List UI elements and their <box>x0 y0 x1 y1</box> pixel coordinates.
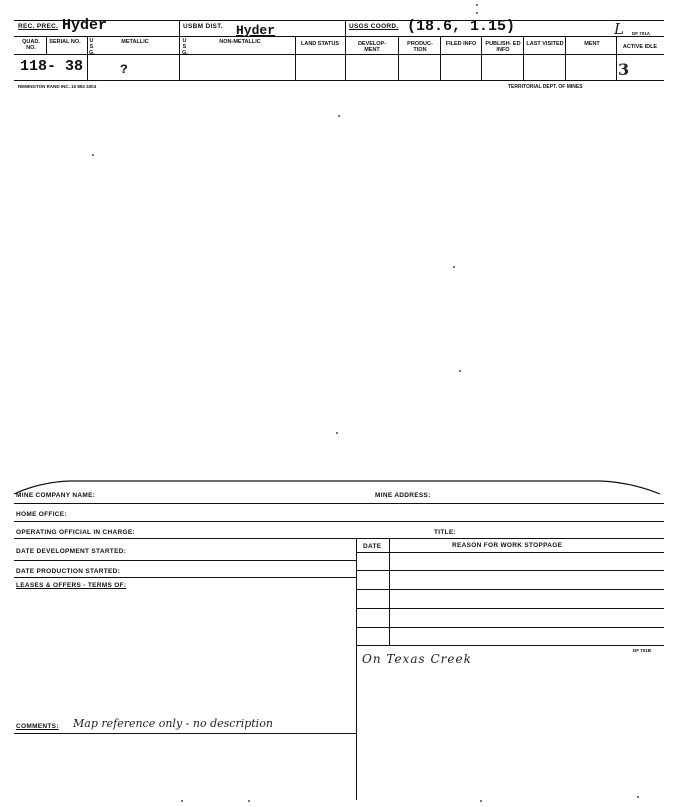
speck <box>336 432 338 434</box>
back-form-code: DF 701B <box>633 648 652 653</box>
vline <box>398 36 399 80</box>
speck <box>453 266 455 268</box>
speck <box>459 370 461 372</box>
row-bottom-rule <box>14 80 664 81</box>
vline <box>179 36 180 80</box>
comments-value: Map reference only - no description <box>73 717 273 730</box>
usbm-dist-value: Hyder <box>236 23 276 38</box>
col-published-info: PUBLISH- ED INFO <box>485 41 521 53</box>
col-filed-info: FILED INFO <box>445 41 477 47</box>
vline <box>565 36 566 80</box>
usbm-dist-label: USBM DIST. <box>183 23 223 30</box>
vline <box>523 36 524 80</box>
col-active-idle: ACTIVE IDLE <box>622 44 658 50</box>
header-bottom-rule <box>14 54 664 55</box>
rule <box>356 608 664 609</box>
department-line: TERRITORIAL DEPT. OF MINES <box>508 84 583 90</box>
speck <box>248 800 250 802</box>
leases-offers-label: LEASES & OFFERS - TERMS OF: <box>16 582 127 589</box>
rule <box>14 538 664 539</box>
col-quad-no: QUAD. NO. <box>22 39 40 51</box>
vline <box>87 36 88 80</box>
date-production-label: DATE PRODUCTION STARTED: <box>16 568 121 575</box>
rule <box>14 521 664 522</box>
center-divider <box>356 538 357 800</box>
comments-label: COMMENTS: <box>16 723 59 730</box>
speck <box>92 154 94 156</box>
speck <box>338 115 340 117</box>
rule <box>14 560 356 561</box>
col-land-status: LAND STATUS <box>301 41 339 47</box>
top-rule <box>14 20 664 21</box>
col-serial-no: SERIAL NO. <box>49 39 81 45</box>
rec-prec-label: REC. PREC. <box>18 23 59 30</box>
reason-header: REASON FOR WORK STOPPAGE <box>452 542 563 549</box>
vline <box>295 36 296 80</box>
corner-mark: L <box>614 20 624 38</box>
mine-company-label: MINE COMPANY NAME: <box>16 492 96 499</box>
col-development: DEVELOP- MENT <box>357 41 387 53</box>
quad-serial-value: 118- 38 <box>20 58 84 75</box>
location-note: On Texas Creek <box>362 652 472 666</box>
speck <box>637 796 639 798</box>
rule <box>356 570 664 571</box>
rule <box>14 733 356 734</box>
date-col-divider <box>389 538 390 646</box>
rule <box>356 552 664 553</box>
date-development-label: DATE DEVELOPMENT STARTED: <box>16 548 127 555</box>
col-us-metallic: U S G. <box>89 38 95 56</box>
metallic-mark: ? <box>120 62 128 77</box>
card-edge-curve <box>0 474 678 504</box>
rule <box>14 577 356 578</box>
col-metallic: METALLIC <box>121 39 149 45</box>
header-rule <box>14 36 664 37</box>
col-production: PRODUC- TION <box>407 41 433 53</box>
speck <box>181 800 183 802</box>
speck <box>476 12 478 14</box>
vline <box>46 36 47 54</box>
active-mark: 3 <box>618 60 630 79</box>
speck <box>480 800 482 802</box>
vline <box>616 36 617 80</box>
vline <box>481 36 482 80</box>
usgs-coord-label: USGS COORD. <box>349 23 399 30</box>
operating-official-label: OPERATING OFFICIAL IN CHARGE: <box>16 529 135 536</box>
usgs-coord-value: (18.6, 1.15) <box>407 18 516 35</box>
title-label: TITLE: <box>434 529 457 536</box>
form-code: DF 701A <box>632 31 651 36</box>
col-last-visited: LAST VISITED <box>526 41 564 47</box>
date-header: DATE <box>363 543 382 550</box>
speck <box>476 4 478 6</box>
vline <box>345 36 346 80</box>
sep-1 <box>179 20 180 36</box>
rule <box>14 503 664 504</box>
vline <box>440 36 441 80</box>
rule <box>356 645 664 646</box>
col-us-nonmetallic: U S G. <box>182 38 188 56</box>
sep-2 <box>345 20 346 36</box>
col-non-metallic: NON-METALLIC <box>219 39 261 45</box>
col-ment: MENT <box>584 41 600 47</box>
rule <box>356 589 664 590</box>
mine-address-label: MINE ADDRESS: <box>375 492 431 499</box>
rule <box>356 627 664 628</box>
rec-prec-value: Hyder <box>62 17 108 34</box>
home-office-label: HOME OFFICE: <box>16 511 67 518</box>
printer-line: REMINGTON RAND INC. 10 892 3304 <box>18 84 97 89</box>
